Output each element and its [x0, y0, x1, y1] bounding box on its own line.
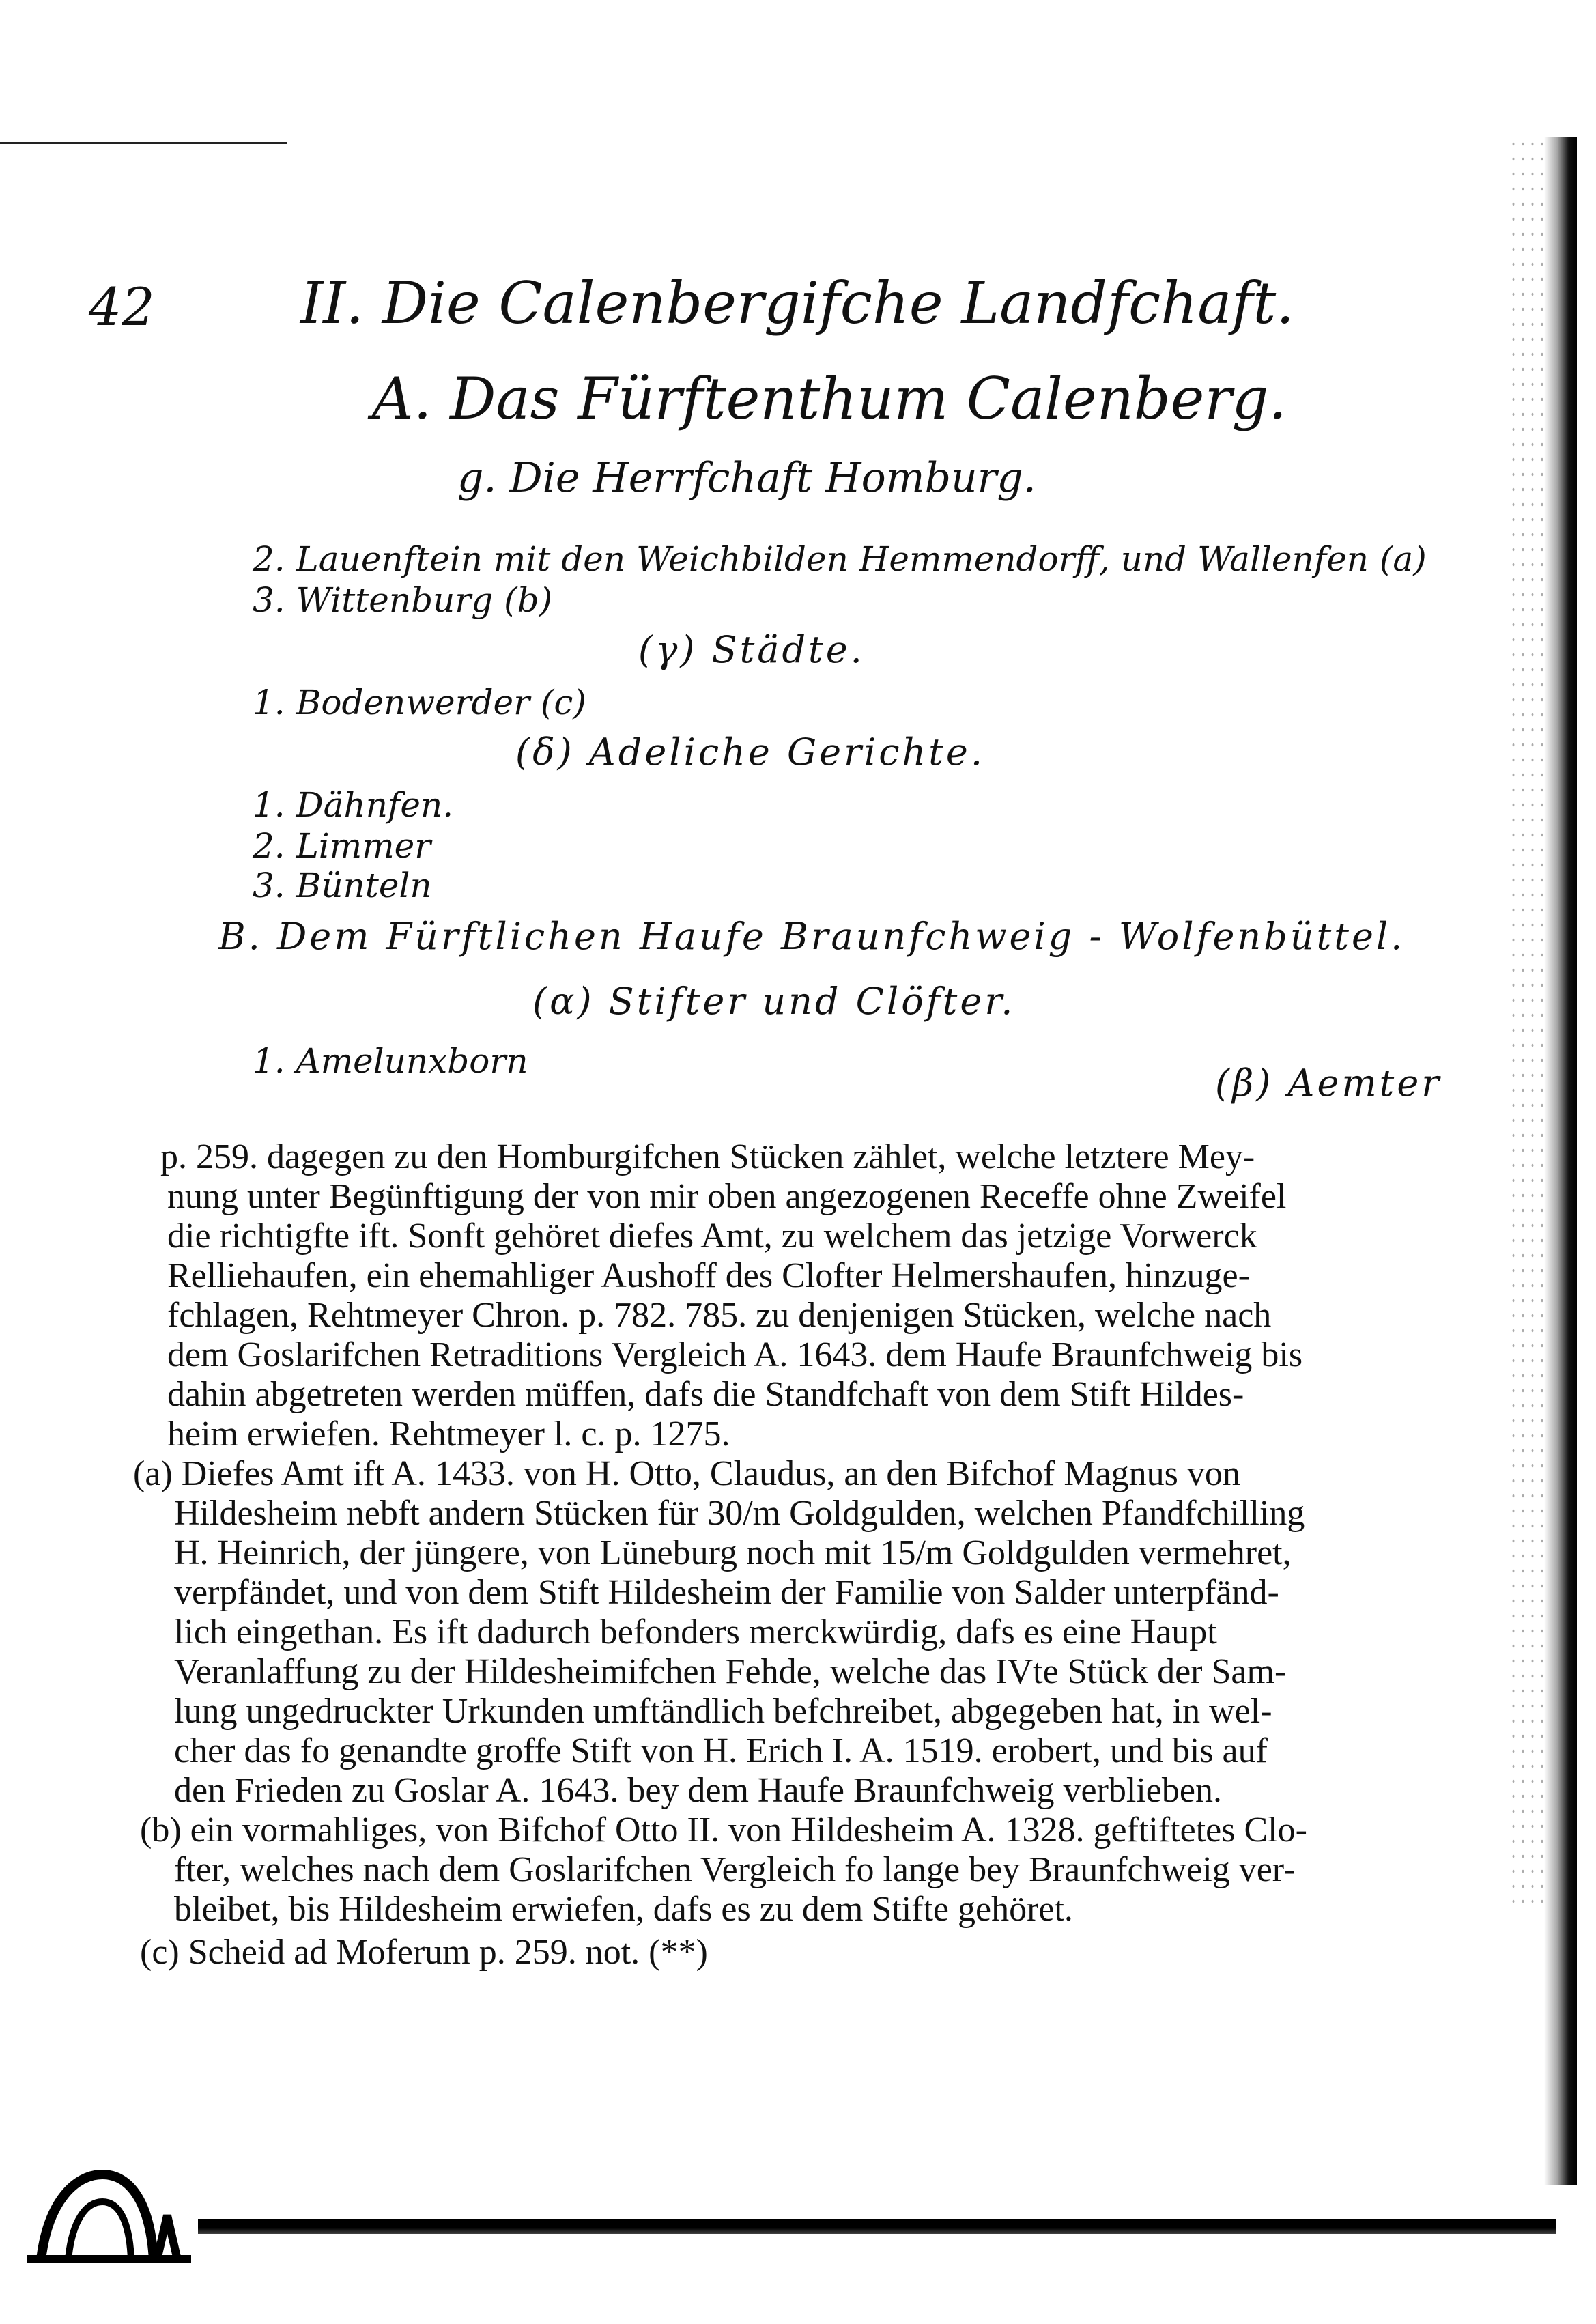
footnote-continued-line: dahin abgetreten werden müffen, dafs die Standfchaft von dem Stift Hildes- — [167, 1375, 1244, 1414]
footnote-a-line: (a) Diefes Amt ift A. 1433. von H. Otto, Claudus, an den Bifchof Magnus von — [133, 1454, 1240, 1493]
page-subtitle: A. Das Fürftenthum Calenberg. — [372, 365, 1287, 432]
gerichte-heading: (δ) Adeliche Gerichte. — [515, 731, 986, 774]
footnote-continued-line: p. 259. dagegen zu den Homburgifchen Stücken zählet, welche letztere Mey- — [160, 1137, 1255, 1176]
aemter-heading: (β) Aemter — [1215, 1062, 1442, 1105]
ornament-icon — [27, 2161, 191, 2263]
footnote-b-line: fter, welches nach dem Goslarifchen Vergleich fo lange bey Braunfchweig ver- — [174, 1850, 1296, 1889]
footnote-a-line: Veranlaffung zu der Hildesheimifchen Fehde, welche das IVte Stück der Sam- — [174, 1652, 1287, 1691]
list-item: 1. Amelunxborn — [253, 1041, 528, 1081]
footnote-a-line: lich eingethan. Es ift dadurch befonders merckwürdig, dafs es eine Haupt — [174, 1613, 1217, 1652]
stifter-heading: (α) Stifter und Clöfter. — [532, 980, 1016, 1023]
footnote-a-line: H. Heinrich, der jüngere, von Lüneburg noch mit 15/m Goldgulden vermehret, — [174, 1533, 1292, 1572]
book-spine-edge — [1544, 137, 1577, 2185]
footnote-a-line: cher das fo genandte groffe Stift von H. Erich I. A. 1519. erobert, und bis auf — [174, 1731, 1268, 1770]
footnote-continued-line: dem Goslarifchen Retraditions Vergleich A. 1643. dem Haufe Braunfchweig bis — [167, 1335, 1303, 1374]
footnote-a-line: Hildesheim nebft andern Stücken für 30/m Goldgulden, welchen Pfandfchilling — [174, 1494, 1305, 1533]
scan-noise — [1509, 137, 1543, 1912]
list-item: 2. Lauenftein mit den Weichbilden Hemmendorff, und Wallenfen (a) — [253, 539, 1427, 579]
list-item: 3. Wittenburg (b) — [253, 580, 553, 620]
footnote-continued-line: heim erwiefen. Rehtmeyer l. c. p. 1275. — [167, 1415, 730, 1454]
list-item: 3. Bünteln — [253, 866, 432, 905]
page-title: II. Die Calenbergifche Landfchaft. — [300, 270, 1294, 337]
list-item: 2. Limmer — [253, 826, 431, 866]
list-item: 1. Bodenwerder (c) — [253, 683, 586, 722]
footnote-continued-line: die richtigfte ift. Sonft gehöret diefes Amt, zu welchem das jetzige Vorwerck — [167, 1217, 1257, 1256]
footnote-a-line: den Frieden zu Goslar A. 1643. bey dem Haufe Braunfchweig verblieben. — [174, 1771, 1222, 1810]
footnote-continued-line: fchlagen, Rehtmeyer Chron. p. 782. 785. zu denjenigen Stücken, welche nach — [167, 1296, 1272, 1335]
staedte-heading: (γ) Städte. — [638, 628, 865, 671]
footnote-continued-line: nung unter Begünftigung der von mir oben angezogenen Receffe ohne Zweifel — [167, 1177, 1287, 1216]
footnote-b-line: (b) ein vormahliges, von Bifchof Otto II. von Hildesheim A. 1328. geftiftetes Clo- — [140, 1811, 1307, 1850]
page-number: 42 — [89, 277, 155, 337]
footnote-b-line: bleibet, bis Hildesheim erwiefen, dafs es zu dem Stifte gehöret. — [174, 1890, 1073, 1929]
b-heading: B. Dem Fürftlichen Haufe Braunfchweig - Wolfenbüttel. — [218, 915, 1406, 958]
footnote-c-line: (c) Scheid ad Moferum p. 259. not. (**) — [140, 1933, 708, 1972]
list-item: 1. Dähnfen. — [253, 785, 454, 825]
footnote-a-line: lung ungedruckter Urkunden umftändlich befchreibet, abgegeben hat, in wel- — [174, 1692, 1272, 1731]
section-heading: g. Die Herrfchaft Homburg. — [457, 454, 1036, 502]
footnote-a-line: verpfändet, und von dem Stift Hildesheim der Familie von Salder unterpfänd- — [174, 1573, 1279, 1612]
top-rule — [0, 142, 287, 144]
footnote-continued-line: Relliehaufen, ein ehemahliger Aushoff des Clofter Helmershaufen, hinzuge- — [167, 1256, 1250, 1295]
bottom-rule — [198, 2219, 1556, 2234]
